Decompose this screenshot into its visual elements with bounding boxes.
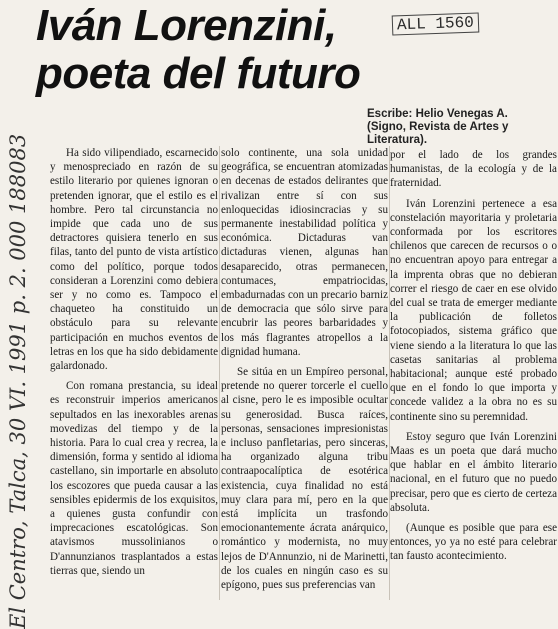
headline-line-1: Iván Lorenzini, [36,1,337,50]
paragraph: Se sitúa en un Empíreo personal, pretende no querer torcerle el cuello al cisne, pero le es imposible ocultar su generosidad. Busca raíces, personas, sensaciones impresionistas e incluso panfletarias, pero sinceras, ha organizado alguna tribu contraapocalíptica de esotérica existencia, cuya finalidad no está muy clara para mí, pero en la que está implícita un trasfondo emocionantemente ácrata anárquico, romántico y modernista, no muy lejos de D'Annunzio, ni de Marinetti, de los cuales en ningún caso es su epígono, pues sus preferencias van [221,366,388,592]
paragraph: Iván Lorenzini pertenece a esa constelación mayoritaria y proletaria conformada por los escritores chilenos que carecen de recursos o o no encuentran apoyo para entregar a la imprenta obras que no debieran correr el riesgo de caer en ese olvido del cual se trata de emerger mediante la publicación de folletos fotocopiados, sistema gráfico que viene siendo a la literatura lo que las casetas sanitarias al problema habitacional; aunque esté probado que en el fondo lo que importa y concede validez a la obra no es su continente sino su peremnidad. [390,197,557,423]
article-column-1 [50,146,218,600]
headline [36,2,376,98]
paragraph: Con romana prestancia, su ideal es reconstruir imperios americanos sepultados en las inexorables arenas movedizas del tiempo y de la historia. Para lo cual crea y recrea, la dimensión, forma y sentido al idioma castellano, sin importarle en absoluto los escozores que pueda causar a las sensibles epidermis de los exquisitos, a quienes gusta confundir con imprecaciones escatológicas. Son atavismos mussolinianos o D'annunzianos trasplantados a estas tierras que, siendo un [50,380,218,577]
paragraph: Ha sido vilipendiado, escarnecido y menospreciado en razón de su estilo literario por quienes ignoran o pretenden ignorar, que el estilo es el hombre. Pero tal circunstancia no impide que cada uno de sus detractores quisiera tenerlo en sus filas, tanto del punto de vista artístico como del político, porque todos consideran a Lorenzini como debiera ser y no como es. Tampoco el chaqueteo ha constituido un obstáculo para su relevante participación en muchos eventos de letras en los que ha sido debidamente galardonado. [50,147,218,373]
paragraph: (Aunque es posible que para ese entonces, yo ya no esté para celebrar tan fausto acontecimiento. [390,522,557,563]
article-column-2 [221,146,388,600]
byline-source: (Signo, Revista de Artes y Literatura). [367,121,509,146]
archive-stamp: ALL 1560 [392,12,479,35]
byline-author: Escribe: Helio Venegas A. [367,108,508,120]
handwritten-margin-note: El Centro, Talca, 30 VI. 1991 p. 2. 000 188083 [6,133,30,629]
article-column-3 [390,148,557,600]
byline [367,108,557,147]
column-divider [219,146,220,600]
paragraph: por el lado de los grandes humanistas, de la ecología y de la fraternidad. [390,149,557,190]
headline-line-2: poeta del futuro [36,49,361,98]
paragraph: solo continente, una sola unidad geográfica, se encuentran atomizadas en decenas de estados delirantes que rivalizan entre sí con sus enloquecidas idiosincracias y su permanente inestabilidad política y económica. Dictaduras van dictaduras vienen, algunas han desaparecido, otras permanecen, contumaces, empatriocidas, embadurnadas con un precario barniz de democracia que sólo sirve para encubrir las peores barbaridades y los más flagrantes atropellos a la dignidad humana. [221,147,388,358]
paragraph: Estoy seguro que Iván Lorenzini Maas es un poeta que dará mucho que hablar en el ámbito literario nacional, en el futuro que no puedo precisar, pero que es cierto de certeza absoluta. [390,430,557,514]
